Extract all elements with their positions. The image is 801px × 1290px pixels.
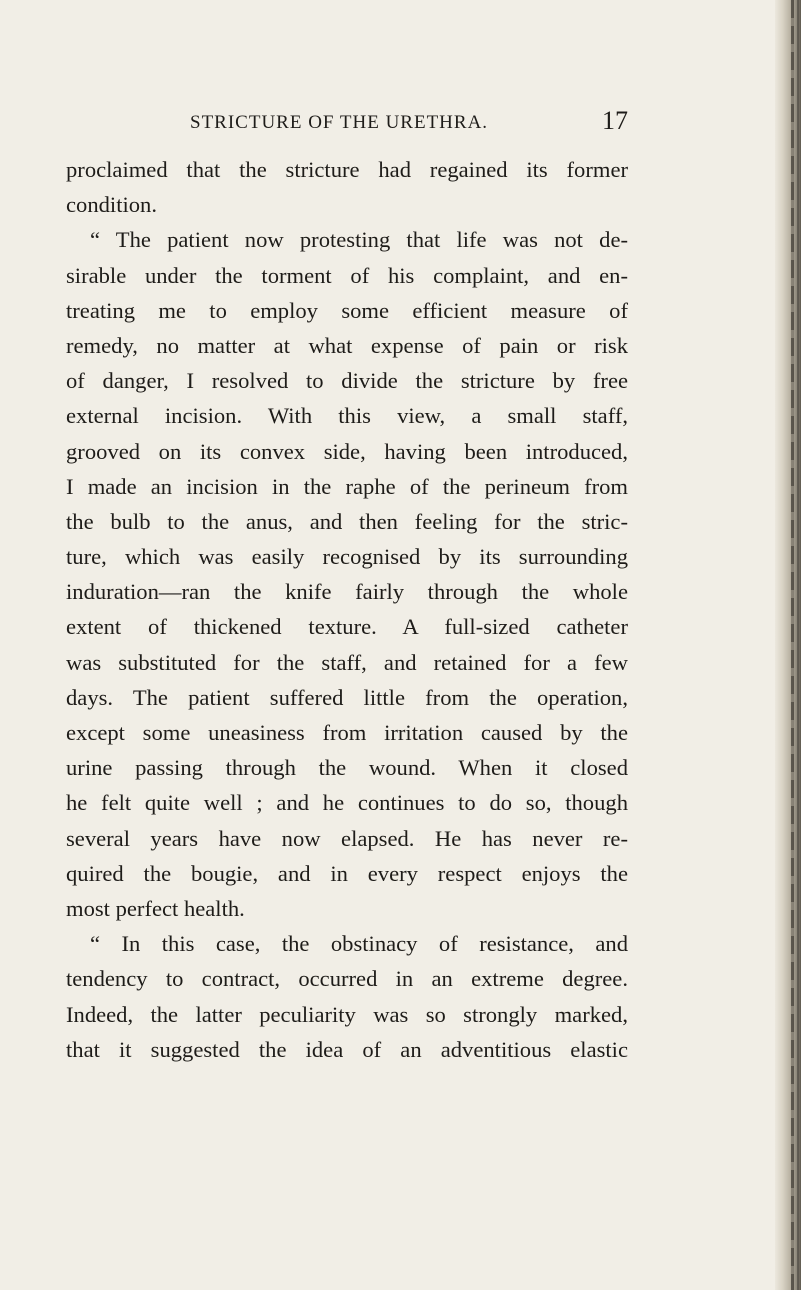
text-line: condition.: [66, 192, 157, 218]
running-head: [66, 106, 628, 140]
text-line: of danger, I resolved to divide the stricture by free: [66, 368, 628, 394]
text-line: “ The patient now protesting that life was not de-: [90, 227, 628, 253]
text-line: sirable under the torment of his complaint, and en-: [66, 262, 628, 288]
text-line: quired the bougie, and in every respect enjoys the: [66, 860, 628, 886]
text-line: I made an incision in the raphe of the perineum from: [66, 473, 628, 499]
text-line: was substituted for the staff, and retained for a few: [66, 649, 628, 675]
text-line: treating me to employ some efficient measure of: [66, 297, 628, 323]
text-line: ture, which was easily recognised by its surrounding: [66, 544, 628, 570]
text-line: Indeed, the latter peculiarity was so strongly marked,: [66, 1001, 628, 1027]
text-line: induration—ran the knife fairly through the whole: [66, 579, 628, 605]
text-line: that it suggested the idea of an adventitious elastic: [66, 1036, 628, 1062]
text-line: most perfect health.: [66, 895, 245, 921]
text-line: days. The patient suffered little from the operation,: [66, 684, 628, 710]
body-text: [66, 152, 628, 1067]
running-title: STRICTURE OF THE URETHRA.: [190, 112, 489, 133]
binding-edge-line: [797, 0, 799, 1290]
text-line: several years have now elapsed. He has never re-: [66, 825, 628, 851]
text-line: except some uneasiness from irritation caused by the: [66, 720, 628, 745]
text-line: proclaimed that the stricture had regained its former: [66, 157, 628, 182]
binding-edge: [791, 0, 794, 1290]
page-number: 17: [602, 106, 628, 135]
text-line: the bulb to the anus, and then feeling for the stric-: [66, 508, 628, 534]
text-line: urine passing through the wound. When it closed: [66, 755, 628, 781]
text-line: “ In this case, the obstinacy of resistance, and: [90, 931, 628, 957]
text-line: external incision. With this view, a small staff,: [66, 403, 628, 429]
text-line: he felt quite well ; and he continues to do so, though: [66, 790, 628, 816]
text-line: tendency to contract, occurred in an extreme degree.: [66, 966, 628, 992]
text-line: remedy, no matter at what expense of pain or risk: [66, 332, 628, 358]
text-line: extent of thickened texture. A full-sized catheter: [66, 614, 628, 640]
text-line: grooved on its convex side, having been introduced,: [66, 438, 628, 464]
